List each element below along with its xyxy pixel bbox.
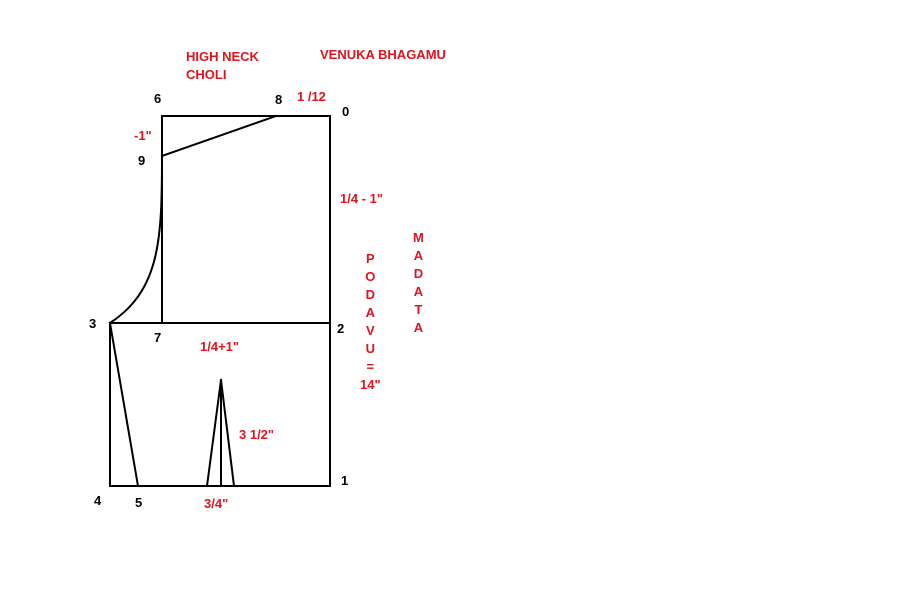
measure-madata: M A D A T A <box>413 230 424 335</box>
measure-mid: 1/4+1" <box>200 339 240 354</box>
point-label-0: 0 <box>342 104 350 119</box>
point-label-5: 5 <box>135 495 143 510</box>
measure-dart-width: 3/4" <box>204 496 229 511</box>
measure-dart-height: 3 1/2" <box>239 427 275 442</box>
title-line-2: CHOLI <box>186 67 227 82</box>
armhole-curve <box>110 156 162 323</box>
author-name: VENUKA BHAGAMU <box>320 47 446 62</box>
dart-right-line <box>221 380 234 486</box>
point-label-9: 9 <box>138 153 146 168</box>
dart-left-line <box>207 380 221 486</box>
point-label-7: 7 <box>154 330 162 345</box>
measure-neck-drop: -1" <box>134 128 152 143</box>
title-line-1: HIGH NECK <box>186 49 259 64</box>
point-label-6: 6 <box>154 91 162 106</box>
point-label-3: 3 <box>89 316 97 331</box>
measure-right-upper: 1/4 - 1" <box>340 191 384 206</box>
neck-slope-line <box>162 116 276 156</box>
point-label-1: 1 <box>341 473 349 488</box>
point-label-4: 4 <box>94 493 102 508</box>
side-slant-line <box>110 323 138 486</box>
measure-top: 1 /12 <box>297 89 326 104</box>
point-label-2: 2 <box>337 321 345 336</box>
point-label-8: 8 <box>275 92 283 107</box>
measure-podavu: P O D A V U = 14" <box>360 251 381 392</box>
